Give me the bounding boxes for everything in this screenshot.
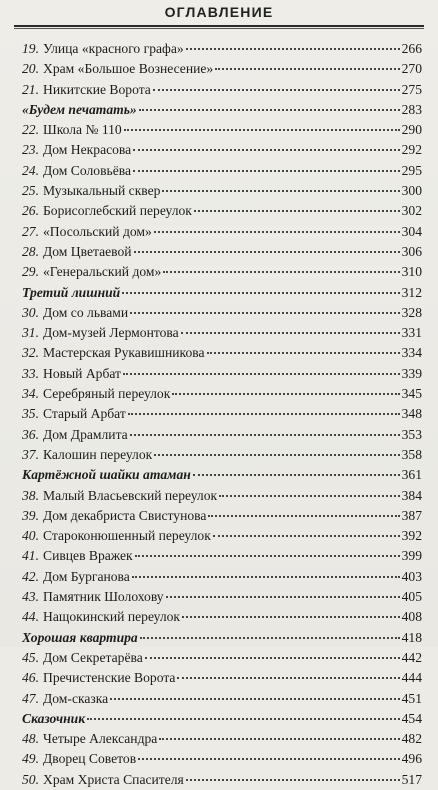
toc-page-number: 304 — [401, 223, 422, 239]
page-header — [0, 2, 438, 22]
toc-page-number: 399 — [401, 548, 422, 564]
toc-entry — [22, 201, 422, 221]
toc-entry-text — [22, 120, 122, 140]
header-rule — [14, 25, 424, 27]
dot-leader — [130, 434, 400, 436]
dot-leader — [207, 352, 400, 354]
toc-entry-number: 43. — [22, 589, 39, 605]
dot-leader — [186, 48, 400, 50]
toc-entry-number: 39. — [22, 507, 39, 523]
dot-leader — [124, 129, 400, 131]
toc-entry — [22, 648, 422, 668]
toc-entry-text — [22, 729, 157, 749]
toc-entry — [22, 222, 422, 242]
toc-entry-text — [22, 486, 217, 506]
toc-entry-text — [22, 140, 131, 160]
toc-entry-text — [22, 201, 192, 221]
toc-entry — [22, 425, 422, 445]
toc-entry — [22, 607, 422, 627]
toc-entry — [22, 242, 422, 262]
toc-entry-title: Дом-музей Лермонтова — [43, 325, 179, 341]
dot-leader — [134, 251, 400, 253]
dot-leader — [133, 170, 400, 172]
toc-entry-text — [22, 161, 131, 181]
toc-entry — [22, 303, 422, 323]
toc-page-number: 310 — [401, 264, 422, 280]
toc-entry-number: 48. — [22, 731, 39, 747]
toc-entry — [22, 668, 422, 688]
toc-entry-text — [22, 59, 213, 79]
toc-entry — [22, 181, 422, 201]
toc-entry-number: 33. — [22, 365, 39, 381]
toc-entry-number: 32. — [22, 345, 39, 361]
toc-entry-number: 38. — [22, 487, 39, 503]
toc-entry — [22, 161, 422, 181]
dot-leader — [154, 454, 399, 456]
toc-page-number: 302 — [401, 203, 422, 219]
toc-entry-text — [22, 181, 160, 201]
toc-page-number: 275 — [401, 81, 422, 97]
toc-entry-number: 35. — [22, 406, 39, 422]
toc-entry-title: Четыре Александра — [43, 731, 158, 747]
dot-leader — [208, 515, 399, 517]
toc-section-heading — [22, 283, 422, 303]
toc-entry-text — [22, 425, 128, 445]
toc-entry-title: Храм Христа Спасителя — [43, 771, 184, 787]
toc-entry-title: Старый Арбат — [43, 406, 126, 422]
toc-section-heading — [22, 628, 422, 648]
toc-entry-text — [22, 262, 161, 282]
toc-entry — [22, 323, 422, 343]
toc-entry-text — [22, 465, 191, 485]
toc-page-number: 295 — [401, 162, 422, 178]
dot-leader — [132, 576, 400, 578]
toc-entry-text — [22, 242, 132, 262]
toc-entry-title: Дом-сказка — [43, 690, 109, 706]
toc-page-number: 451 — [401, 690, 422, 706]
toc-entry-number: 31. — [22, 325, 39, 341]
toc-entry-text — [22, 668, 175, 688]
toc-entry — [22, 486, 422, 506]
dot-leader — [153, 89, 400, 91]
toc-entry — [22, 120, 422, 140]
toc-entry-number: 40. — [22, 528, 39, 544]
toc-entry-number: 21. — [22, 81, 39, 97]
toc-entry-text — [22, 384, 170, 404]
toc-entry-text — [22, 303, 128, 323]
toc-entry-title: Староконюшенный переулок — [43, 528, 211, 544]
toc-entry — [22, 445, 422, 465]
toc-entry-text — [22, 749, 136, 769]
toc-entry-text — [22, 709, 85, 729]
toc-entry-text — [22, 343, 205, 363]
toc-page-number: 306 — [401, 243, 422, 259]
toc-entry-title: Хорошая квартира — [22, 629, 138, 645]
toc-page-number: 331 — [401, 325, 422, 341]
toc-entry-number: 34. — [22, 386, 39, 402]
toc-entry-number: 49. — [22, 751, 39, 767]
toc-entry-title: Серебряный переулок — [43, 386, 171, 402]
toc-entry-title: Борисоглебский переулок — [43, 203, 192, 219]
toc-entry-text — [22, 526, 211, 546]
toc-section-heading — [22, 465, 422, 485]
toc-entry-number: 24. — [22, 162, 39, 178]
dot-leader — [181, 332, 400, 334]
toc-entry-number: 42. — [22, 568, 39, 584]
header-rule-thin — [14, 28, 424, 29]
toc-entry-text — [22, 567, 130, 587]
toc-entry-text — [22, 404, 126, 424]
toc-entry-number: 29. — [22, 264, 39, 280]
dot-leader — [215, 68, 399, 70]
toc-page-number: 482 — [401, 731, 422, 747]
toc-page-number: 328 — [401, 304, 422, 320]
toc-page-number: 300 — [401, 183, 422, 199]
toc-page-number: 358 — [401, 446, 422, 462]
toc-page-number: 496 — [401, 751, 422, 767]
toc-entry-text — [22, 80, 151, 100]
toc-page-number: 517 — [401, 771, 422, 787]
toc-page-number: 353 — [401, 426, 422, 442]
dot-leader — [159, 738, 399, 740]
toc-page-number: 387 — [401, 507, 422, 523]
toc-page-number: 312 — [401, 284, 422, 300]
toc-entry — [22, 729, 422, 749]
toc-entry-title: «Будем печатать» — [22, 101, 137, 117]
toc-page-number: 348 — [401, 406, 422, 422]
toc-section-heading — [22, 100, 422, 120]
toc-entry — [22, 39, 422, 59]
toc-entry-text — [22, 689, 108, 709]
dot-leader — [139, 109, 400, 111]
toc-entry-title: Дом декабриста Свистунова — [43, 507, 207, 523]
toc-entry-title: Дом Некрасова — [43, 142, 132, 158]
toc-entry — [22, 80, 422, 100]
toc-entry-title: Улица «красного графа» — [43, 41, 184, 56]
toc-page-number: 418 — [401, 629, 422, 645]
toc-entry — [22, 343, 422, 363]
toc-entry — [22, 587, 422, 607]
toc-entry-text — [22, 607, 180, 627]
toc-entry-text — [22, 506, 206, 526]
dot-leader — [145, 657, 400, 659]
toc-entry-title: Памятник Шолохову — [43, 589, 164, 605]
toc-entry-number: 27. — [22, 223, 39, 239]
toc-entry-number: 28. — [22, 243, 39, 259]
toc-entry-text — [22, 283, 120, 303]
toc-page-number: 444 — [401, 670, 422, 686]
toc-section-heading — [22, 709, 422, 729]
dot-leader — [135, 555, 400, 557]
toc-entry-number: 30. — [22, 304, 39, 320]
dot-leader — [166, 596, 400, 598]
toc-page-number: 442 — [401, 649, 422, 665]
toc-entry — [22, 140, 422, 160]
toc-entry-title: Дом Бурганова — [43, 568, 130, 584]
toc-entry — [22, 770, 422, 790]
toc-entry-title: Никитские Ворота — [43, 81, 151, 97]
toc-entry-title: «Посольский дом» — [43, 223, 152, 239]
toc-entry — [22, 59, 422, 79]
toc-entry-title: Дом Драмлита — [43, 426, 128, 442]
toc-entry-number: 23. — [22, 142, 39, 158]
toc-entry — [22, 364, 422, 384]
toc-page-number: 345 — [401, 386, 422, 402]
toc-entry-number: 26. — [22, 203, 39, 219]
toc-page-number: 405 — [401, 589, 422, 605]
toc-entry-number: 22. — [22, 122, 39, 138]
toc-entry-title: Храм «Большое Вознесение» — [43, 61, 214, 77]
toc-page-number: 392 — [401, 528, 422, 544]
toc-entry — [22, 749, 422, 769]
toc-entry — [22, 262, 422, 282]
toc-entry-title: Музыкальный сквер — [43, 183, 161, 199]
toc-entry-number: 47. — [22, 690, 39, 706]
toc-page-number: 361 — [401, 467, 422, 483]
toc-entry-text — [22, 222, 152, 242]
toc-entry-text — [22, 628, 138, 648]
dot-leader — [128, 413, 400, 415]
toc-page-number: 454 — [401, 710, 422, 726]
toc-entry-text — [22, 648, 143, 668]
toc-entry-title: Малый Власьевский переулок — [43, 487, 218, 503]
toc-entry-title: Пречистенские Ворота — [43, 670, 176, 686]
toc-entry-number: 41. — [22, 548, 39, 564]
dot-leader — [213, 535, 400, 537]
dot-leader — [219, 495, 400, 497]
dot-leader — [110, 698, 399, 700]
toc-page-number: 408 — [401, 609, 422, 625]
toc-page-number: 270 — [401, 61, 422, 77]
toc-entry-title: Мастерская Рукавишникова — [43, 345, 205, 361]
dot-leader — [172, 393, 399, 395]
toc-entry-title: Картёжной шайки атаман — [22, 467, 191, 483]
dot-leader — [193, 474, 400, 476]
toc-entry-title: Дворец Советов — [43, 751, 137, 767]
toc-entry-text — [22, 39, 184, 59]
dot-leader — [194, 210, 400, 212]
toc-page-number: 334 — [401, 345, 422, 361]
dot-leader — [130, 312, 399, 314]
toc-entry-number: 45. — [22, 649, 39, 665]
table-of-contents — [22, 39, 422, 790]
toc-entry-number: 50. — [22, 771, 39, 787]
toc-entry-title: Сказочник — [22, 710, 86, 726]
toc-page-number: 384 — [401, 487, 422, 503]
toc-entry-title: Дом Секретарёва — [43, 649, 143, 665]
toc-entry — [22, 506, 422, 526]
dot-leader — [87, 718, 399, 720]
toc-entry — [22, 689, 422, 709]
toc-entry — [22, 384, 422, 404]
toc-entry-text — [22, 587, 164, 607]
toc-entry-number: 46. — [22, 670, 39, 686]
toc-page-number: 290 — [401, 122, 422, 138]
toc-entry-text — [22, 100, 137, 120]
toc-entry-title: «Генеральский дом» — [43, 264, 162, 280]
toc-page-number: 283 — [401, 101, 422, 117]
dot-leader — [163, 271, 399, 273]
toc-entry-number: 44. — [22, 609, 39, 625]
toc-page-number: 266 — [401, 41, 422, 56]
toc-entry-text — [22, 323, 179, 343]
page-title: ОГЛАВЛЕНИЕ — [164, 4, 274, 20]
dot-leader — [182, 616, 400, 618]
toc-entry-title: Дом со львами — [43, 304, 129, 320]
toc-entry-number: 19. — [22, 41, 39, 56]
toc-entry — [22, 567, 422, 587]
toc-page-number: 339 — [401, 365, 422, 381]
dot-leader — [138, 758, 399, 760]
dot-leader — [140, 637, 400, 639]
toc-entry — [22, 546, 422, 566]
toc-entry-title: Третий лишний — [22, 284, 121, 300]
dot-leader — [154, 231, 400, 233]
dot-leader — [123, 373, 400, 375]
toc-entry-title: Школа № 110 — [43, 122, 122, 138]
toc-entry-text — [22, 546, 133, 566]
toc-entry-title: Нащокинский переулок — [43, 609, 181, 625]
toc-entry-text — [22, 770, 184, 790]
toc-entry-title: Дом Цветаевой — [43, 243, 132, 259]
dot-leader — [122, 292, 399, 294]
toc-entry-title: Сивцев Вражек — [43, 548, 133, 564]
dot-leader — [162, 190, 399, 192]
dot-leader — [186, 779, 400, 781]
toc-entry-number: 36. — [22, 426, 39, 442]
toc-entry-text — [22, 445, 152, 465]
toc-entry — [22, 404, 422, 424]
toc-entry-title: Новый Арбат — [43, 365, 121, 381]
toc-entry-number: 25. — [22, 183, 39, 199]
toc-entry — [22, 526, 422, 546]
toc-entry-number: 20. — [22, 61, 39, 77]
toc-entry-title: Калошин переулок — [43, 446, 153, 462]
toc-entry-text — [22, 364, 121, 384]
dot-leader — [177, 677, 399, 679]
toc-page-number: 403 — [401, 568, 422, 584]
toc-entry-title: Дом Соловьёва — [43, 162, 132, 178]
toc-entry-number: 37. — [22, 446, 39, 462]
toc-page-number: 292 — [401, 142, 422, 158]
dot-leader — [133, 149, 399, 151]
